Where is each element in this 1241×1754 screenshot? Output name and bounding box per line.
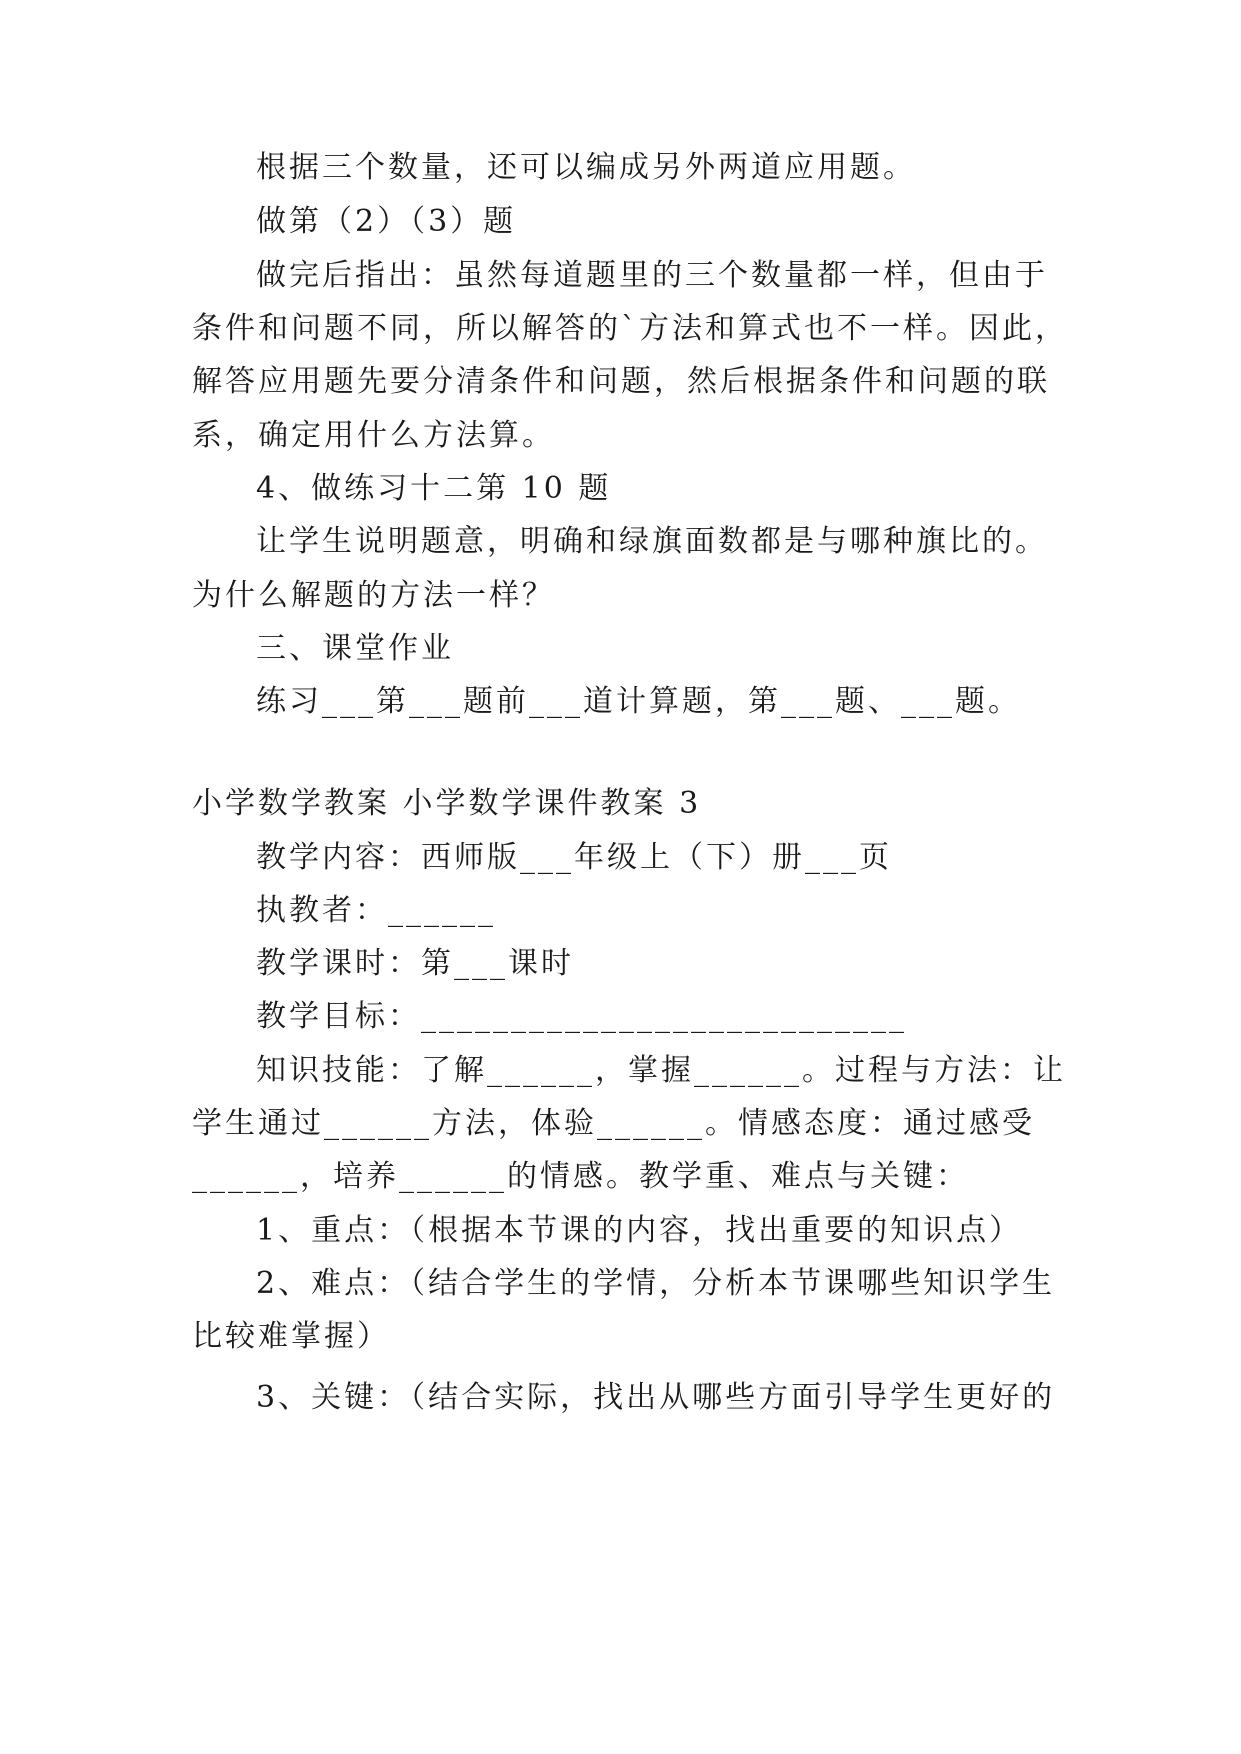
paragraph-line: 解答应用题先要分清条件和问题，然后根据条件和问题的联 bbox=[192, 364, 1050, 399]
paragraph-line: 2、难点：（结合学生的学情，分析本节课哪些知识学生 bbox=[256, 1266, 1056, 1301]
paragraph-line: 做第（2）（3）题 bbox=[256, 204, 517, 239]
paragraph-line: ______，培养______的情感。教学重、难点与关键： bbox=[192, 1159, 969, 1194]
paragraph-line: 条件和问题不同，所以解答的`方法和算式也不一样。因此， bbox=[192, 311, 1068, 346]
paragraph-line: 比较难掌握） bbox=[192, 1319, 390, 1354]
paragraph-line: 让学生说明题意，明确和绿旗面数都是与哪种旗比的。 bbox=[256, 524, 1048, 559]
paragraph-line: 教学课时：第___课时 bbox=[256, 946, 574, 981]
paragraph-line: 1、重点：（根据本节课的内容，找出重要的知识点） bbox=[256, 1213, 1023, 1248]
section-heading: 三、课堂作业 bbox=[256, 631, 454, 666]
paragraph-line: 学生通过______方法，体验______。情感态度：通过感受 bbox=[192, 1106, 1035, 1141]
paragraph-line: 执教者：______ bbox=[256, 893, 496, 928]
paragraph-line: 3、关键：（结合实际，找出从哪些方面引导学生更好的 bbox=[256, 1380, 1056, 1415]
paragraph-line: 知识技能：了解______，掌握______。过程与方法：让 bbox=[256, 1053, 1066, 1088]
paragraph-line: 为什么解题的方法一样？ bbox=[192, 578, 555, 613]
paragraph-line: 做完后指出：虽然每道题里的三个数量都一样，但由于 bbox=[256, 258, 1048, 293]
paragraph-line: 教学内容：西师版___年级上（下）册___页 bbox=[256, 840, 892, 875]
paragraph-line: 系，确定用什么方法算。 bbox=[192, 418, 555, 453]
document-title: 小学数学教案 小学数学课件教案 3 bbox=[192, 786, 702, 821]
paragraph-line: 4、做练习十二第 10 题 bbox=[256, 471, 612, 506]
paragraph-line: 教学目标：___________________________ bbox=[256, 999, 907, 1034]
paragraph-line: 练习___第___题前___道计算题，第___题、___题。 bbox=[256, 684, 1021, 719]
paragraph-line: 根据三个数量，还可以编成另外两道应用题。 bbox=[256, 150, 916, 185]
